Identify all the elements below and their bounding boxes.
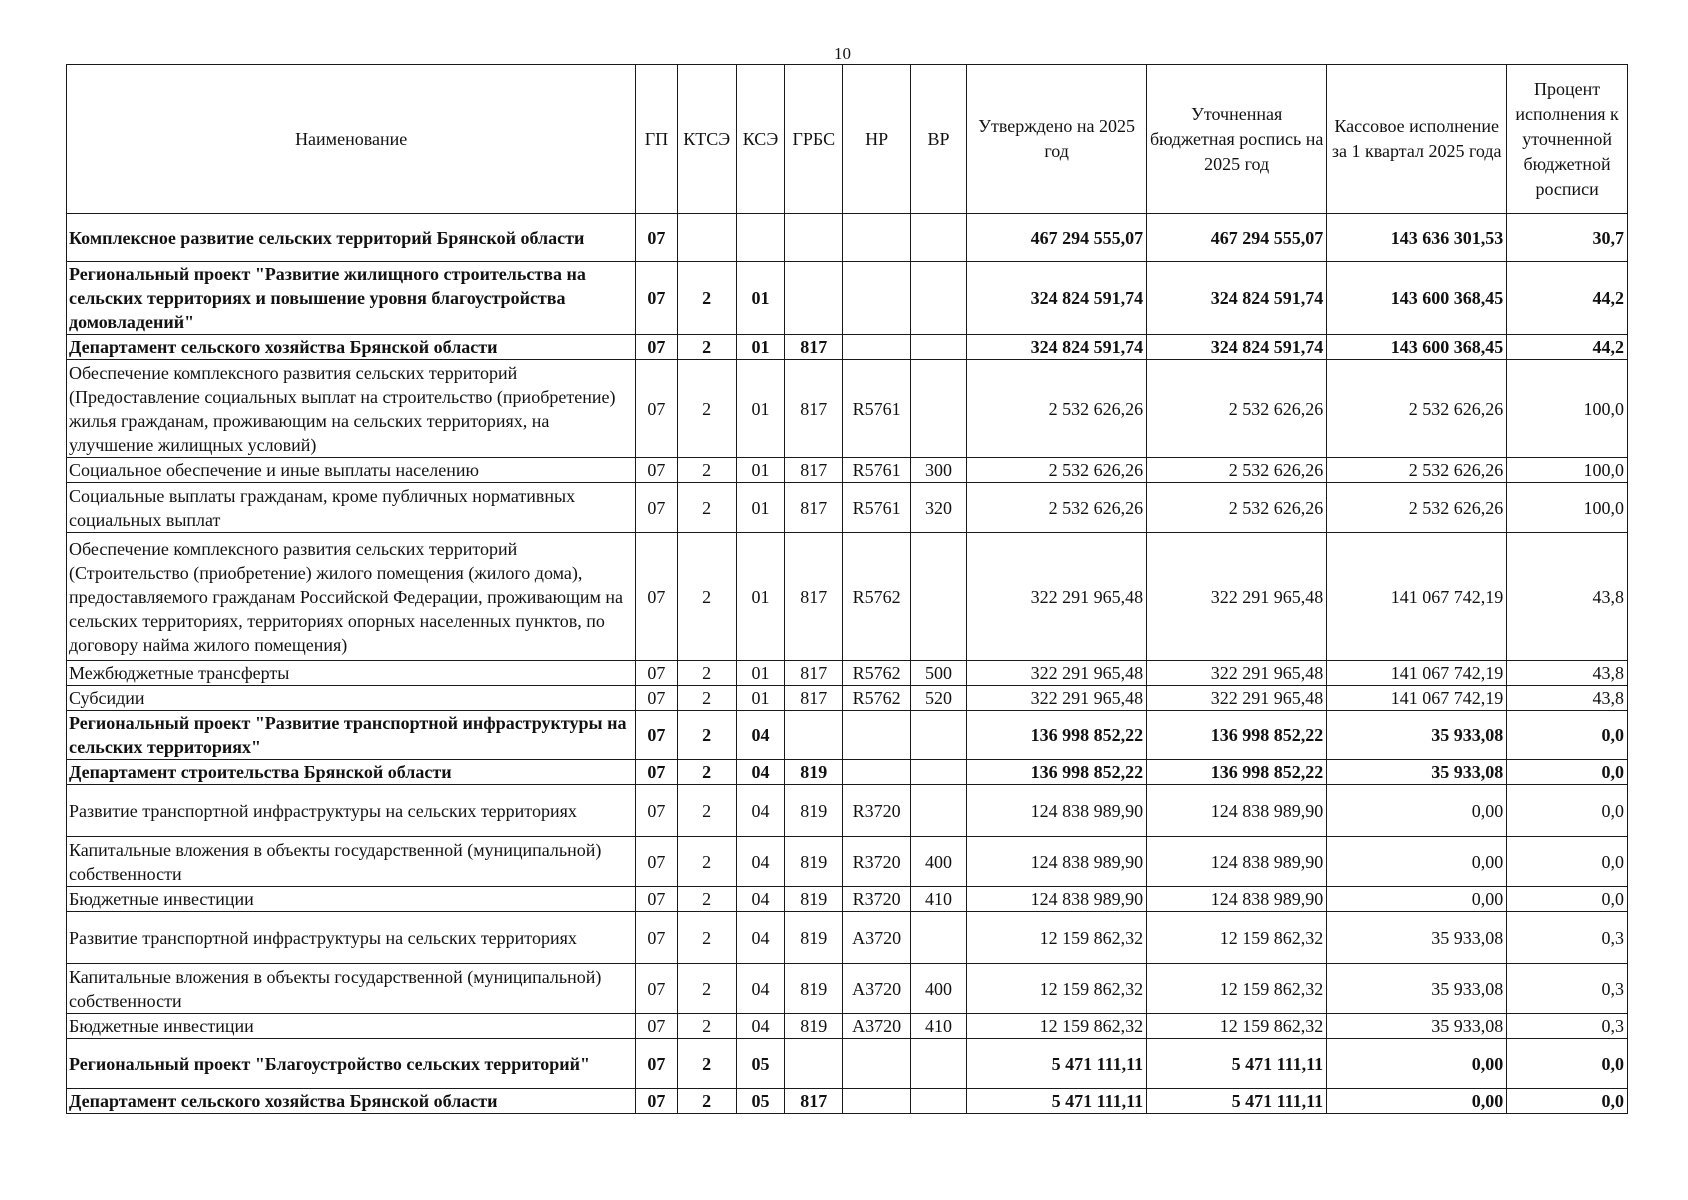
cell-kse: 01 (736, 335, 784, 360)
cell-executed: 35 933,08 (1327, 964, 1507, 1014)
header-row (67, 65, 1628, 214)
cell-ktse: 2 (677, 458, 736, 483)
table-row (67, 785, 1628, 837)
cell-vr (910, 760, 966, 785)
cell-nr (843, 262, 910, 335)
cell-kse: 04 (736, 912, 784, 964)
cell-percent: 100,0 (1507, 483, 1628, 533)
cell-nr: R3720 (843, 837, 910, 887)
cell-grbs: 819 (785, 912, 843, 964)
cell-gp: 07 (636, 214, 677, 262)
cell-approved: 12 159 862,32 (967, 964, 1147, 1014)
cell-percent: 30,7 (1507, 214, 1628, 262)
cell-refined: 5 471 111,11 (1147, 1089, 1327, 1114)
table-row (67, 661, 1628, 686)
cell-vr: 300 (910, 458, 966, 483)
cell-name: Региональный проект "Развитие транспортной инфраструктуры на сельских территориях" (67, 711, 636, 760)
cell-approved: 2 532 626,26 (967, 458, 1147, 483)
cell-vr (910, 785, 966, 837)
cell-ktse: 2 (677, 912, 736, 964)
cell-kse: 01 (736, 533, 784, 661)
cell-name: Бюджетные инвестиции (67, 887, 636, 912)
cell-nr (843, 760, 910, 785)
cell-approved: 2 532 626,26 (967, 483, 1147, 533)
cell-nr: А3720 (843, 912, 910, 964)
cell-grbs: 817 (785, 533, 843, 661)
cell-kse: 04 (736, 785, 784, 837)
cell-refined: 136 998 852,22 (1147, 711, 1327, 760)
cell-refined: 322 291 965,48 (1147, 533, 1327, 661)
cell-percent: 43,8 (1507, 686, 1628, 711)
cell-approved: 124 838 989,90 (967, 837, 1147, 887)
header-approved: Утверждено на 2025 год (967, 65, 1147, 214)
cell-vr: 400 (910, 837, 966, 887)
cell-percent: 43,8 (1507, 661, 1628, 686)
cell-nr (843, 214, 910, 262)
cell-name: Социальные выплаты гражданам, кроме публичных нормативных социальных выплат (67, 483, 636, 533)
cell-ktse: 2 (677, 1039, 736, 1089)
cell-grbs: 817 (785, 483, 843, 533)
cell-percent: 100,0 (1507, 360, 1628, 458)
cell-nr: R5761 (843, 458, 910, 483)
cell-percent: 44,2 (1507, 335, 1628, 360)
cell-ktse: 2 (677, 1014, 736, 1039)
budget-table (66, 64, 1628, 1114)
cell-gp: 07 (636, 1039, 677, 1089)
cell-approved: 12 159 862,32 (967, 912, 1147, 964)
cell-gp: 07 (636, 661, 677, 686)
cell-nr: R3720 (843, 887, 910, 912)
cell-refined: 12 159 862,32 (1147, 964, 1327, 1014)
cell-percent: 0,0 (1507, 760, 1628, 785)
cell-name: Комплексное развитие сельских территорий Брянской области (67, 214, 636, 262)
cell-nr: R5761 (843, 360, 910, 458)
cell-vr (910, 214, 966, 262)
table-row (67, 760, 1628, 785)
cell-name: Обеспечение комплексного развития сельских территорий (Строительство (приобретение) жилого помещения (жилого дома), предоставляемого гражданам Российской Федерации, проживающим на сельских территориях, территориях опорных населенных пунктов, по договору найма жилого помещения) (67, 533, 636, 661)
cell-approved: 322 291 965,48 (967, 686, 1147, 711)
cell-gp: 07 (636, 887, 677, 912)
cell-ktse: 2 (677, 533, 736, 661)
cell-vr (910, 711, 966, 760)
cell-percent: 0,0 (1507, 711, 1628, 760)
cell-refined: 322 291 965,48 (1147, 686, 1327, 711)
table-row (67, 483, 1628, 533)
cell-name: Развитие транспортной инфраструктуры на сельских территориях (67, 785, 636, 837)
table-row (67, 335, 1628, 360)
cell-kse: 01 (736, 458, 784, 483)
cell-grbs: 819 (785, 1014, 843, 1039)
cell-refined: 2 532 626,26 (1147, 458, 1327, 483)
cell-approved: 467 294 555,07 (967, 214, 1147, 262)
cell-gp: 07 (636, 837, 677, 887)
cell-vr: 410 (910, 887, 966, 912)
cell-approved: 324 824 591,74 (967, 262, 1147, 335)
cell-grbs (785, 214, 843, 262)
cell-approved: 12 159 862,32 (967, 1014, 1147, 1039)
cell-name: Департамент строительства Брянской области (67, 760, 636, 785)
cell-grbs (785, 1039, 843, 1089)
cell-ktse: 2 (677, 262, 736, 335)
cell-percent: 0,0 (1507, 1039, 1628, 1089)
cell-gp: 07 (636, 360, 677, 458)
cell-percent: 44,2 (1507, 262, 1628, 335)
table-row (67, 964, 1628, 1014)
cell-name: Развитие транспортной инфраструктуры на сельских территориях (67, 912, 636, 964)
header-executed: Кассовое исполнение за 1 квартал 2025 года (1327, 65, 1507, 214)
cell-approved: 124 838 989,90 (967, 785, 1147, 837)
cell-grbs: 819 (785, 887, 843, 912)
cell-refined: 12 159 862,32 (1147, 912, 1327, 964)
table-row (67, 1014, 1628, 1039)
cell-vr (910, 360, 966, 458)
cell-gp: 07 (636, 458, 677, 483)
cell-executed: 0,00 (1327, 1039, 1507, 1089)
cell-nr: R5762 (843, 661, 910, 686)
cell-vr: 400 (910, 964, 966, 1014)
cell-kse: 05 (736, 1039, 784, 1089)
cell-kse: 01 (736, 686, 784, 711)
cell-gp: 07 (636, 785, 677, 837)
cell-name: Межбюджетные трансферты (67, 661, 636, 686)
cell-executed: 0,00 (1327, 887, 1507, 912)
cell-percent: 43,8 (1507, 533, 1628, 661)
cell-vr (910, 262, 966, 335)
cell-executed: 143 600 368,45 (1327, 262, 1507, 335)
cell-executed: 143 600 368,45 (1327, 335, 1507, 360)
cell-kse: 04 (736, 1014, 784, 1039)
cell-name: Департамент сельского хозяйства Брянской области (67, 335, 636, 360)
cell-percent: 0,0 (1507, 887, 1628, 912)
cell-refined: 124 838 989,90 (1147, 785, 1327, 837)
cell-vr: 320 (910, 483, 966, 533)
cell-ktse: 2 (677, 837, 736, 887)
cell-vr (910, 533, 966, 661)
cell-nr: А3720 (843, 1014, 910, 1039)
cell-gp: 07 (636, 533, 677, 661)
cell-executed: 35 933,08 (1327, 912, 1507, 964)
cell-refined: 124 838 989,90 (1147, 887, 1327, 912)
cell-name: Департамент сельского хозяйства Брянской области (67, 1089, 636, 1114)
cell-gp: 07 (636, 912, 677, 964)
cell-executed: 2 532 626,26 (1327, 360, 1507, 458)
cell-percent: 0,3 (1507, 912, 1628, 964)
page-number: 10 (834, 44, 851, 63)
cell-refined: 324 824 591,74 (1147, 335, 1327, 360)
table-row (67, 686, 1628, 711)
cell-percent: 0,0 (1507, 1089, 1628, 1114)
table-row (67, 1039, 1628, 1089)
cell-gp: 07 (636, 335, 677, 360)
table-row (67, 1089, 1628, 1114)
cell-grbs: 817 (785, 686, 843, 711)
cell-executed: 35 933,08 (1327, 711, 1507, 760)
cell-ktse: 2 (677, 1089, 736, 1114)
cell-grbs: 819 (785, 964, 843, 1014)
cell-refined: 124 838 989,90 (1147, 837, 1327, 887)
cell-grbs: 817 (785, 661, 843, 686)
table-row (67, 912, 1628, 964)
cell-ktse: 2 (677, 785, 736, 837)
cell-vr (910, 912, 966, 964)
cell-executed: 141 067 742,19 (1327, 533, 1507, 661)
cell-vr: 410 (910, 1014, 966, 1039)
cell-executed: 35 933,08 (1327, 1014, 1507, 1039)
cell-nr (843, 1039, 910, 1089)
cell-nr: R5761 (843, 483, 910, 533)
cell-vr: 500 (910, 661, 966, 686)
cell-approved: 136 998 852,22 (967, 711, 1147, 760)
cell-ktse: 2 (677, 964, 736, 1014)
cell-kse: 05 (736, 1089, 784, 1114)
cell-ktse: 2 (677, 335, 736, 360)
cell-nr: R5762 (843, 533, 910, 661)
cell-grbs: 817 (785, 335, 843, 360)
cell-name: Обеспечение комплексного развития сельских территорий (Предоставление социальных выплат на строительство (приобретение) жилья гражданам, проживающим на сельских территориях, на улучшение жилищных условий) (67, 360, 636, 458)
header-name: Наименование (67, 65, 636, 214)
cell-name: Региональный проект "Развитие жилищного строительства на сельских территориях и повышение уровня благоустройства домовладений" (67, 262, 636, 335)
cell-kse: 01 (736, 661, 784, 686)
cell-kse: 04 (736, 887, 784, 912)
cell-percent: 0,3 (1507, 1014, 1628, 1039)
header-kse: КСЭ (736, 65, 784, 214)
cell-ktse: 2 (677, 711, 736, 760)
cell-percent: 100,0 (1507, 458, 1628, 483)
cell-name: Бюджетные инвестиции (67, 1014, 636, 1039)
cell-ktse: 2 (677, 661, 736, 686)
cell-refined: 322 291 965,48 (1147, 661, 1327, 686)
cell-name: Субсидии (67, 686, 636, 711)
cell-executed: 2 532 626,26 (1327, 458, 1507, 483)
table-body (67, 214, 1628, 1114)
cell-grbs: 819 (785, 760, 843, 785)
cell-nr: R5762 (843, 686, 910, 711)
cell-executed: 35 933,08 (1327, 760, 1507, 785)
header-vr: ВР (910, 65, 966, 214)
header-percent: Процент исполнения к уточненной бюджетной росписи (1507, 65, 1628, 214)
cell-gp: 07 (636, 262, 677, 335)
cell-executed: 141 067 742,19 (1327, 661, 1507, 686)
cell-grbs: 817 (785, 1089, 843, 1114)
cell-approved: 136 998 852,22 (967, 760, 1147, 785)
header-refined: Уточненная бюджетная роспись на 2025 год (1147, 65, 1327, 214)
cell-approved: 322 291 965,48 (967, 533, 1147, 661)
cell-ktse: 2 (677, 760, 736, 785)
cell-refined: 467 294 555,07 (1147, 214, 1327, 262)
cell-kse: 04 (736, 711, 784, 760)
cell-kse: 01 (736, 262, 784, 335)
cell-nr (843, 335, 910, 360)
cell-gp: 07 (636, 483, 677, 533)
cell-ktse: 2 (677, 686, 736, 711)
table-row (67, 214, 1628, 262)
cell-name: Капитальные вложения в объекты государственной (муниципальной) собственности (67, 964, 636, 1014)
cell-name: Капитальные вложения в объекты государственной (муниципальной) собственности (67, 837, 636, 887)
cell-nr: R3720 (843, 785, 910, 837)
cell-vr: 520 (910, 686, 966, 711)
cell-approved: 324 824 591,74 (967, 335, 1147, 360)
cell-refined: 324 824 591,74 (1147, 262, 1327, 335)
cell-gp: 07 (636, 1089, 677, 1114)
cell-percent: 0,3 (1507, 964, 1628, 1014)
cell-gp: 07 (636, 964, 677, 1014)
cell-ktse: 2 (677, 483, 736, 533)
cell-ktse (677, 214, 736, 262)
cell-nr: А3720 (843, 964, 910, 1014)
cell-name: Социальное обеспечение и иные выплаты населению (67, 458, 636, 483)
cell-kse: 01 (736, 483, 784, 533)
cell-vr (910, 1089, 966, 1114)
cell-grbs (785, 262, 843, 335)
cell-kse: 04 (736, 760, 784, 785)
table-row (67, 458, 1628, 483)
cell-kse: 01 (736, 360, 784, 458)
cell-vr (910, 335, 966, 360)
table-row (67, 711, 1628, 760)
cell-refined: 136 998 852,22 (1147, 760, 1327, 785)
cell-approved: 5 471 111,11 (967, 1089, 1147, 1114)
table-row (67, 887, 1628, 912)
cell-percent: 0,0 (1507, 785, 1628, 837)
cell-refined: 2 532 626,26 (1147, 360, 1327, 458)
cell-executed: 0,00 (1327, 785, 1507, 837)
table-row (67, 360, 1628, 458)
table-row (67, 533, 1628, 661)
cell-grbs (785, 711, 843, 760)
cell-kse: 04 (736, 964, 784, 1014)
table-row (67, 262, 1628, 335)
cell-kse: 04 (736, 837, 784, 887)
cell-grbs: 817 (785, 360, 843, 458)
cell-vr (910, 1039, 966, 1089)
cell-gp: 07 (636, 686, 677, 711)
cell-executed: 143 636 301,53 (1327, 214, 1507, 262)
cell-approved: 124 838 989,90 (967, 887, 1147, 912)
cell-gp: 07 (636, 760, 677, 785)
cell-gp: 07 (636, 1014, 677, 1039)
cell-name: Региональный проект "Благоустройство сельских территорий" (67, 1039, 636, 1089)
cell-ktse: 2 (677, 887, 736, 912)
cell-nr (843, 711, 910, 760)
cell-approved: 2 532 626,26 (967, 360, 1147, 458)
cell-executed: 141 067 742,19 (1327, 686, 1507, 711)
cell-executed: 0,00 (1327, 837, 1507, 887)
cell-executed: 2 532 626,26 (1327, 483, 1507, 533)
cell-gp: 07 (636, 711, 677, 760)
cell-ktse: 2 (677, 360, 736, 458)
cell-refined: 2 532 626,26 (1147, 483, 1327, 533)
cell-refined: 12 159 862,32 (1147, 1014, 1327, 1039)
cell-nr (843, 1089, 910, 1114)
cell-grbs: 819 (785, 785, 843, 837)
cell-refined: 5 471 111,11 (1147, 1039, 1327, 1089)
header-ktse: КТСЭ (677, 65, 736, 214)
cell-approved: 5 471 111,11 (967, 1039, 1147, 1089)
header-nr: НР (843, 65, 910, 214)
header-gp: ГП (636, 65, 677, 214)
cell-executed: 0,00 (1327, 1089, 1507, 1114)
header-grbs: ГРБС (785, 65, 843, 214)
cell-grbs: 817 (785, 458, 843, 483)
table-row (67, 837, 1628, 887)
cell-grbs: 819 (785, 837, 843, 887)
cell-percent: 0,0 (1507, 837, 1628, 887)
cell-kse (736, 214, 784, 262)
cell-approved: 322 291 965,48 (967, 661, 1147, 686)
